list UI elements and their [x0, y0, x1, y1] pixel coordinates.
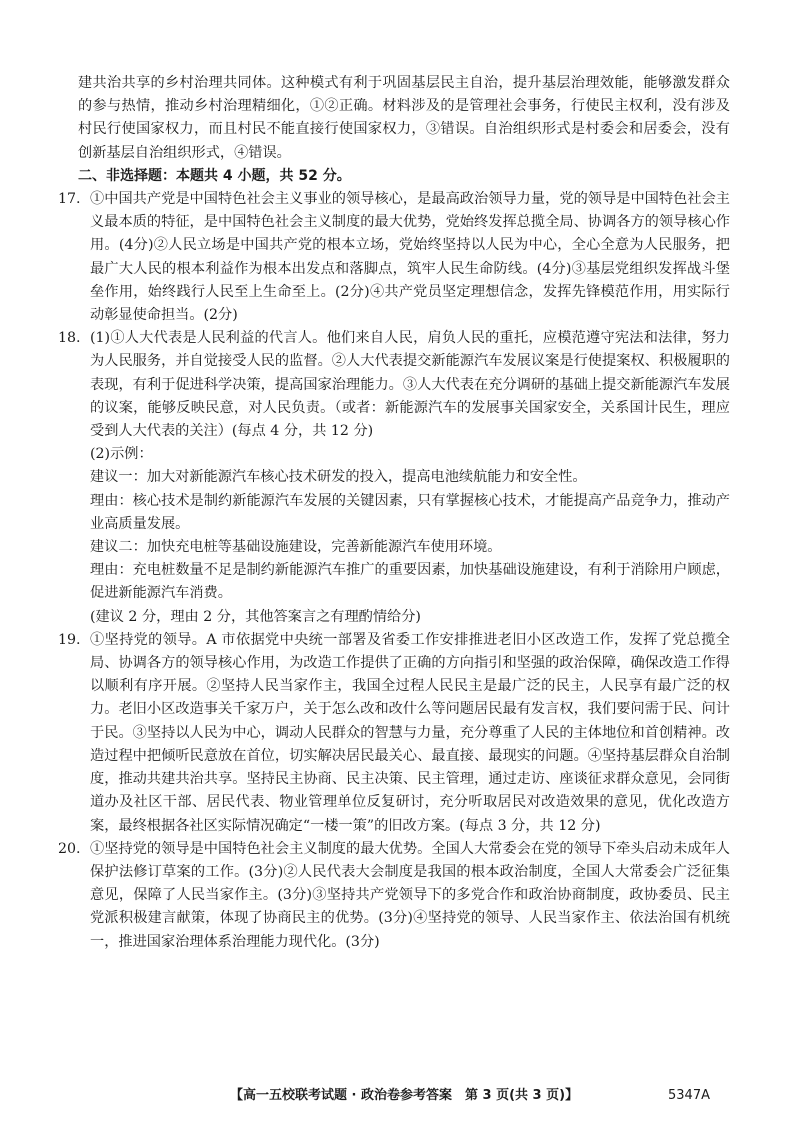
reason-2: 理由：充电桩数量不足是制约新能源汽车推广的重要因素，加快基础设施建设，有利于消除用户顾虑，促进新能源汽车消费。: [90, 562, 730, 602]
question-answer: ①坚持党的领导。A 市依据党中央统一部署及省委工作安排推进老旧小区改造工作，发挥了党总揽全局、协调各方的领导核心作用，为改造工作提供了正确的方向指引和坚强的政治保障，确保改造工作得以顺利有序开展。②坚持人民当家作主，我国全过程人民民主是最广泛的民主，人民享有最广泛的权力。老旧小区改造事关千家万户，关于怎么改和改什么等问题居民最有发言权，我们要问需于民、问计于民。③坚持以人民为中心，调动人民群众的智慧与力量，充分尊重了人民的主体地位和首创精神。改造过程中把倾听民意放在首位，切实解决居民最关心、最直接、最现实的问题。④坚持基层群众自治制度，推动共建共治共享。坚持民主协商、民主决策、民主管理，通过走访、座谈征求群众意见，会同街道办及社区干部、居民代表、物业管理单位反复研讨，充分听取居民对改造效果的意见，优化改造方案，最终根据各社区实际情况确定“一楼一策”的旧改方案。(每点 3 分，共 12 分): [90, 631, 730, 834]
question-number: 19.: [58, 631, 81, 648]
footer-code: 5347A: [668, 1088, 710, 1103]
part2-label: (2)示例：: [90, 446, 153, 463]
question-number: 18.: [58, 330, 81, 347]
question-answer-part1: (1)①人大代表是人民利益的代言人。他们来自人民，肩负人民的重托，应模范遵守宪法和法律，努力为人民服务，并自觉接受人民的监督。②人大代表提交新能源汽车发展议案是行使提案权、积极履职的表现，有利于促进科学决策，提高国家治理能力。③人大代表在充分调研的基础上提交新能源汽车发展的议案，能够反映民意，对人民负责。（或者：新能源汽车的发展事关国家安全，关系国计民生，理应受到人大代表的关注）(每点 4 分，共 12 分): [90, 330, 730, 440]
scoring-note: (建议 2 分，理由 2 分，其他答案言之有理酌情给分): [90, 608, 421, 625]
question-19: [58, 629, 730, 838]
intro-paragraph: 建共治共享的乡村治理共同体。这种模式有利于巩固基层民主自治，提升基层治理效能，能够激发群众的参与热情，推动乡村治理精细化，①②正确。材料涉及的是管理社会事务，行使民主权利，没有涉及村民行使国家权力，而且村民不能直接行使国家权力，③错误。自治组织形式是村委会和居委会，没有创新基层自治组织形式，④错误。: [78, 75, 730, 161]
question-20: [58, 838, 730, 954]
question-17: [58, 188, 730, 327]
footer-title: 【高一五校联考试题 · 政治卷参考答案 第 3 页(共 3 页)】: [230, 1088, 579, 1103]
question-number: 20.: [58, 840, 81, 857]
reason-1: 理由：核心技术是制约新能源汽车发展的关键因素，只有掌握核心技术，才能提高产品竞争力，推动产业高质量发展。: [90, 492, 730, 532]
question-number: 17.: [58, 191, 81, 208]
suggestion-2: 建议二：加快充电桩等基础设施建设，完善新能源汽车使用环境。: [90, 539, 502, 556]
question-18: [58, 327, 730, 629]
suggestion-1: 建议一：加大对新能源汽车核心技术研发的投入，提高电池续航能力和安全性。: [90, 469, 587, 486]
answer-page: [58, 72, 730, 954]
question-answer: ①坚持党的领导是中国特色社会主义制度的最大优势。全国人大常委会在党的领导下牵头启动未成年人保护法修订草案的工作。(3分)②人民代表大会制度是我国的根本政治制度，全国人大常委会广泛征集意见，保障了人民当家作主。(3分)③坚持共产党领导下的多党合作和政治协商制度，政协委员、民主党派积极建言献策，体现了协商民主的优势。(3分)④坚持党的领导、人民当家作主、依法治国有机统一，推进国家治理体系治理能力现代化。(3分): [90, 840, 730, 950]
section-title: 二、非选择题：本题共 4 小题，共 52 分。: [78, 167, 351, 184]
question-answer: ①中国共产党是中国特色社会主义事业的领导核心，是最高政治领导力量，党的领导是中国特色社会主义最本质的特征，是中国特色社会主义制度的最大优势，党始终发挥总揽全局、协调各方的领导核心作用。(4分)②人民立场是中国共产党的根本立场，党始终坚持以人民为中心，全心全意为人民服务，把最广大人民的根本利益作为根本出发点和落脚点，筑牢人民生命防线。(4分)③基层党组织发挥战斗堡垒作用，始终践行人民至上生命至上。(2分)④共产党员坚定理想信念，发挥先锋模范作用，用实际行动彰显使命担当。(2分): [90, 191, 730, 324]
